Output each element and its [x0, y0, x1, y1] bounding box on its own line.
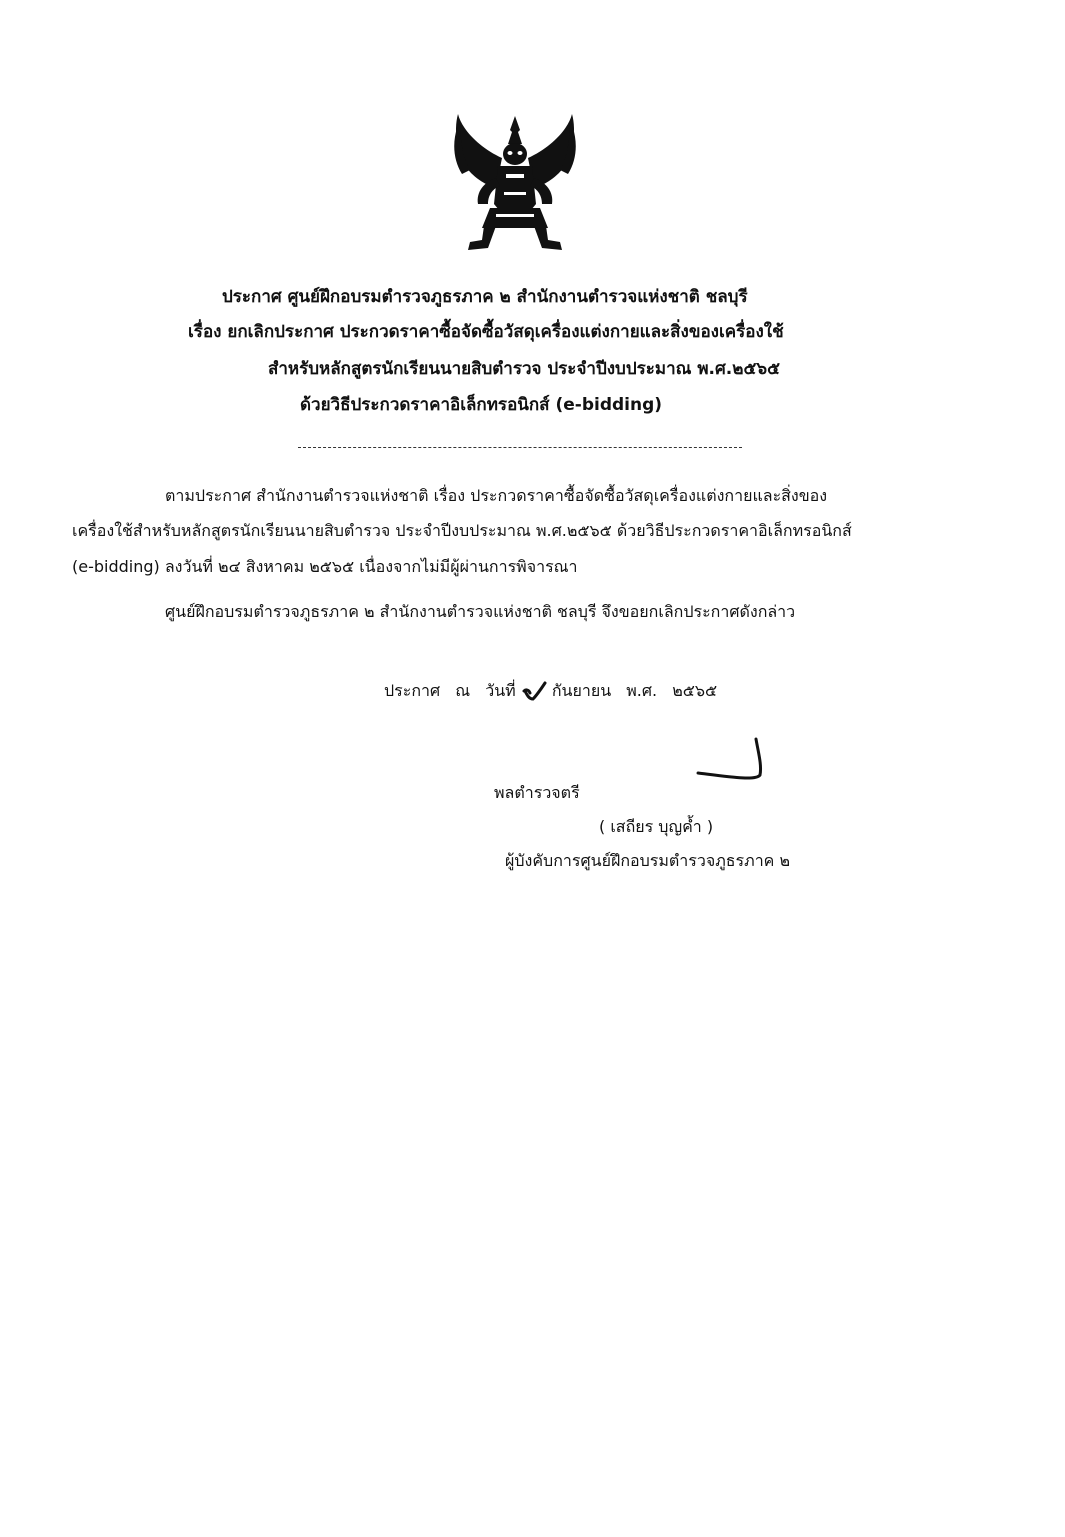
garuda-emblem: [440, 108, 590, 258]
announcement-header: ประกาศ ศูนย์ฝึกอบรมตำรวจภูธรภาค ๒ สำนักงานตำรวจแห่งชาติ ชลบุรี: [222, 287, 748, 307]
body-line-2: เครื่องใช้สำหรับหลักสูตรนักเรียนนายสิบตำรวจ ประจำปีงบประมาณ พ.ศ.๒๕๖๕ ด้วยวิธีประกวดราคาอิเล็กทรอนิกส์: [72, 521, 852, 540]
signatory-position: ผู้บังคับการศูนย์ฝึกอบรมตำรวจภูธรภาค ๒: [505, 851, 791, 870]
announcement-subject: เรื่อง ยกเลิกประกาศ ประกวดราคาซื้อจัดซื้อวัสดุเครื่องแต่งกายและสิ่งของเครื่องใช้: [188, 322, 784, 342]
date-prefix: ประกาศ: [384, 681, 441, 700]
signature: [690, 735, 780, 795]
date-at: ณ: [455, 681, 471, 700]
announcement-method: ด้วยวิธีประกวดราคาอิเล็กทรอนิกส์ (e-bidding): [300, 395, 663, 415]
body-line-3: (e-bidding) ลงวันที่ ๒๔ สิงหาคม ๒๕๖๕ เนื่องจากไม่มีผู้ผ่านการพิจารณา: [72, 557, 578, 576]
handwritten-day-mark: [521, 681, 547, 703]
date-month: กันยายน: [551, 681, 612, 700]
date-day-label: วันที่: [485, 681, 516, 700]
signatory-rank: พลตำรวจตรี: [494, 783, 580, 802]
announcement-date: [384, 680, 717, 703]
date-era: พ.ศ.: [626, 681, 658, 700]
announcement-subject-cont: สำหรับหลักสูตรนักเรียนนายสิบตำรวจ ประจำปีงบประมาณ พ.ศ.๒๕๖๕: [268, 359, 780, 379]
title-divider: [298, 447, 742, 448]
body-line-4: ศูนย์ฝึกอบรมตำรวจภูธรภาค ๒ สำนักงานตำรวจแห่งชาติ ชลบุรี จึงขอยกเลิกประกาศดังกล่าว: [165, 602, 796, 621]
signatory-name: ( เสถียร บุญค้ำ ): [599, 817, 714, 836]
body-line-1: ตามประกาศ สำนักงานตำรวจแห่งชาติ เรื่อง ประกวดราคาซื้อจัดซื้อวัสดุเครื่องแต่งกายและสิ่งของ: [165, 486, 828, 505]
date-year: ๒๕๖๕: [672, 681, 718, 700]
